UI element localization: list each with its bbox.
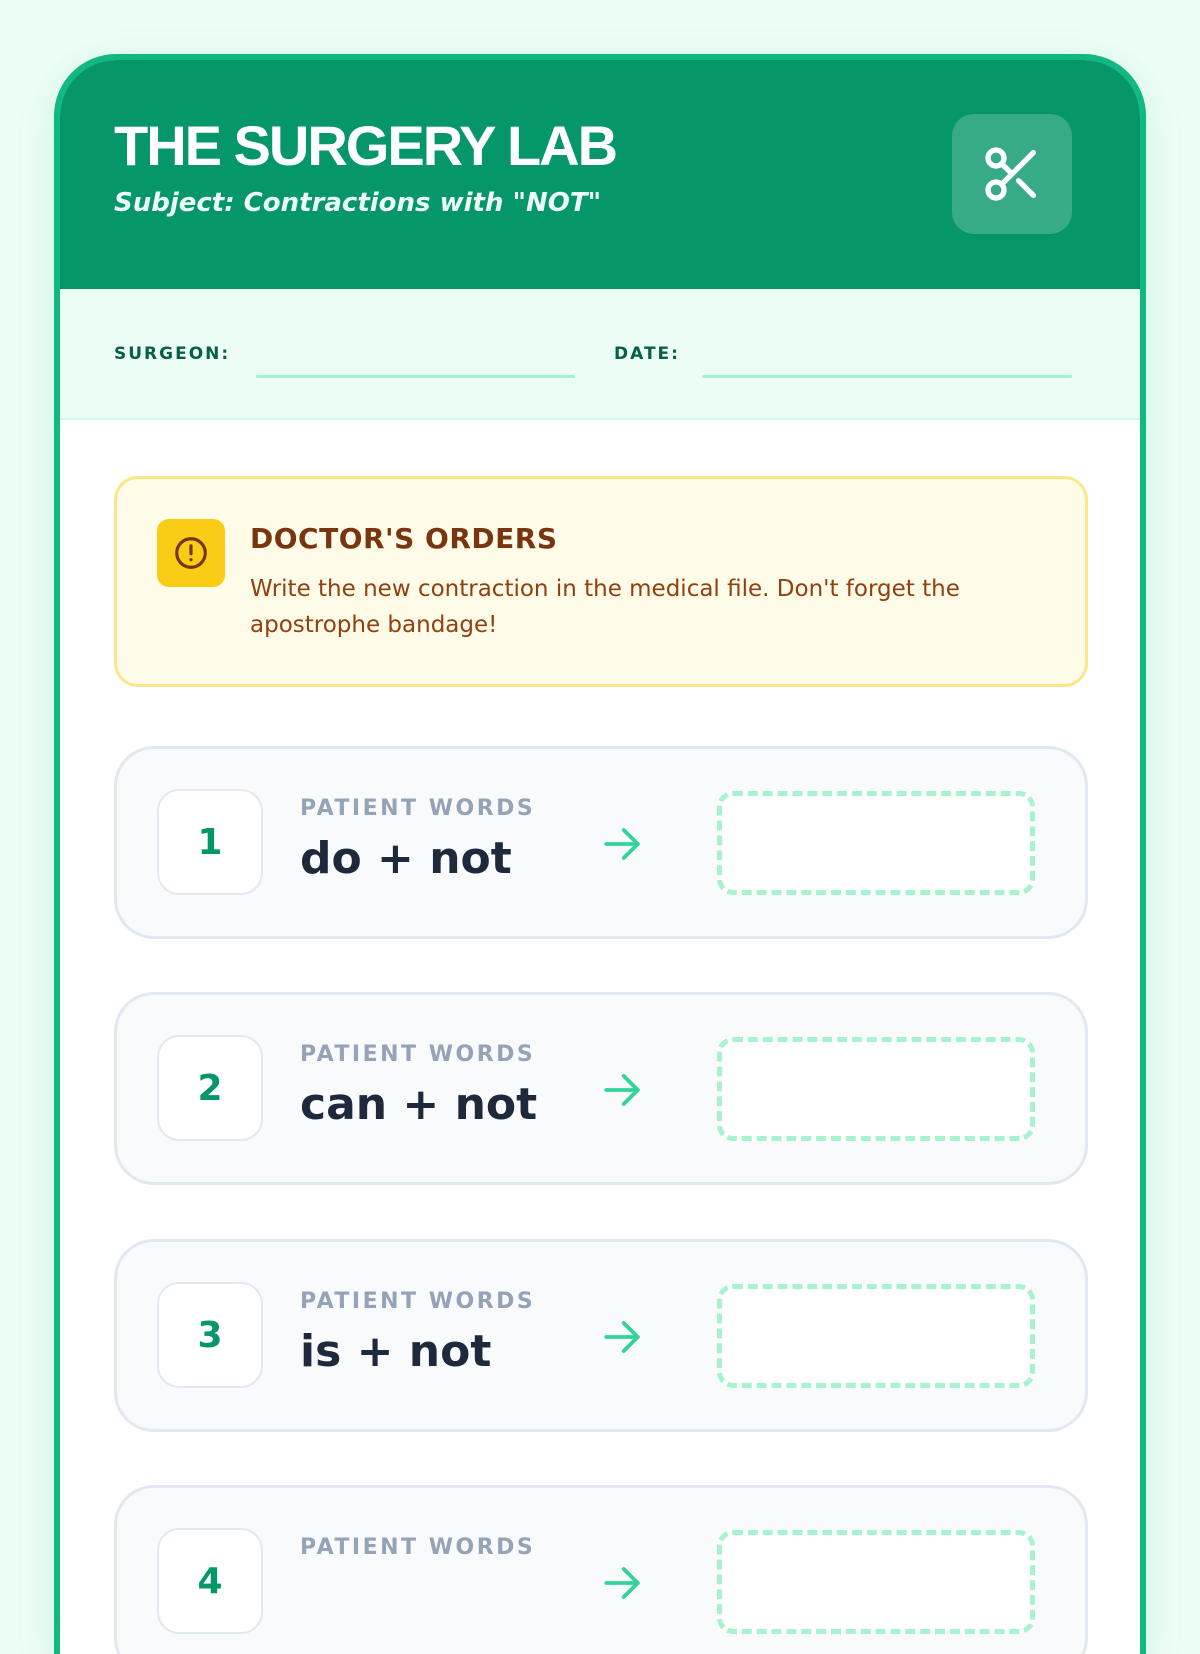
exercise-number: 3 [157, 1282, 263, 1388]
arrow-right-icon [601, 1562, 643, 1604]
scissors-button[interactable] [952, 114, 1072, 234]
patient-words-label: PATIENT WORDS [300, 1535, 536, 1560]
date-field[interactable] [702, 375, 1072, 378]
surgeon-label: SURGEON: [114, 344, 231, 364]
doctors-orders-callout [114, 476, 1088, 687]
scissors-icon [980, 142, 1044, 206]
date-label: DATE: [614, 344, 680, 364]
contraction-answer-box[interactable] [717, 1037, 1035, 1141]
exercise-number: 1 [157, 789, 263, 895]
arrow-right-icon [601, 823, 643, 865]
patient-words-label: PATIENT WORDS [300, 1042, 536, 1067]
surgeon-name-field[interactable] [256, 375, 575, 378]
worksheet-header [60, 60, 1140, 289]
contraction-answer-box[interactable] [717, 1530, 1035, 1634]
exercise-number: 4 [157, 1528, 263, 1634]
exercise-row [114, 1485, 1088, 1654]
contraction-answer-box[interactable] [717, 791, 1035, 895]
page-title: THE SURGERY LAB [114, 114, 617, 177]
exercise-row [114, 992, 1088, 1185]
arrow-right-icon [601, 1316, 643, 1358]
patient-words-label: PATIENT WORDS [300, 1289, 536, 1314]
contraction-answer-box[interactable] [717, 1284, 1035, 1388]
exercise-row [114, 1239, 1088, 1432]
student-info-bar [60, 289, 1140, 420]
exercise-number: 2 [157, 1035, 263, 1141]
arrow-right-icon [601, 1069, 643, 1111]
orders-instructions: Write the new contraction in the medical file. Don't forget the apostrophe bandage! [250, 576, 960, 638]
patient-words-label: PATIENT WORDS [300, 796, 536, 821]
patient-words: can + not [300, 1079, 538, 1130]
worksheet-card [54, 54, 1146, 1654]
patient-words: is + not [300, 1326, 492, 1377]
patient-words: do + not [300, 833, 512, 884]
alert-circle-icon [157, 519, 225, 587]
page-subtitle: Subject: Contractions with "NOT" [114, 188, 602, 218]
exercise-row [114, 746, 1088, 939]
orders-title: DOCTOR'S ORDERS [250, 522, 558, 555]
